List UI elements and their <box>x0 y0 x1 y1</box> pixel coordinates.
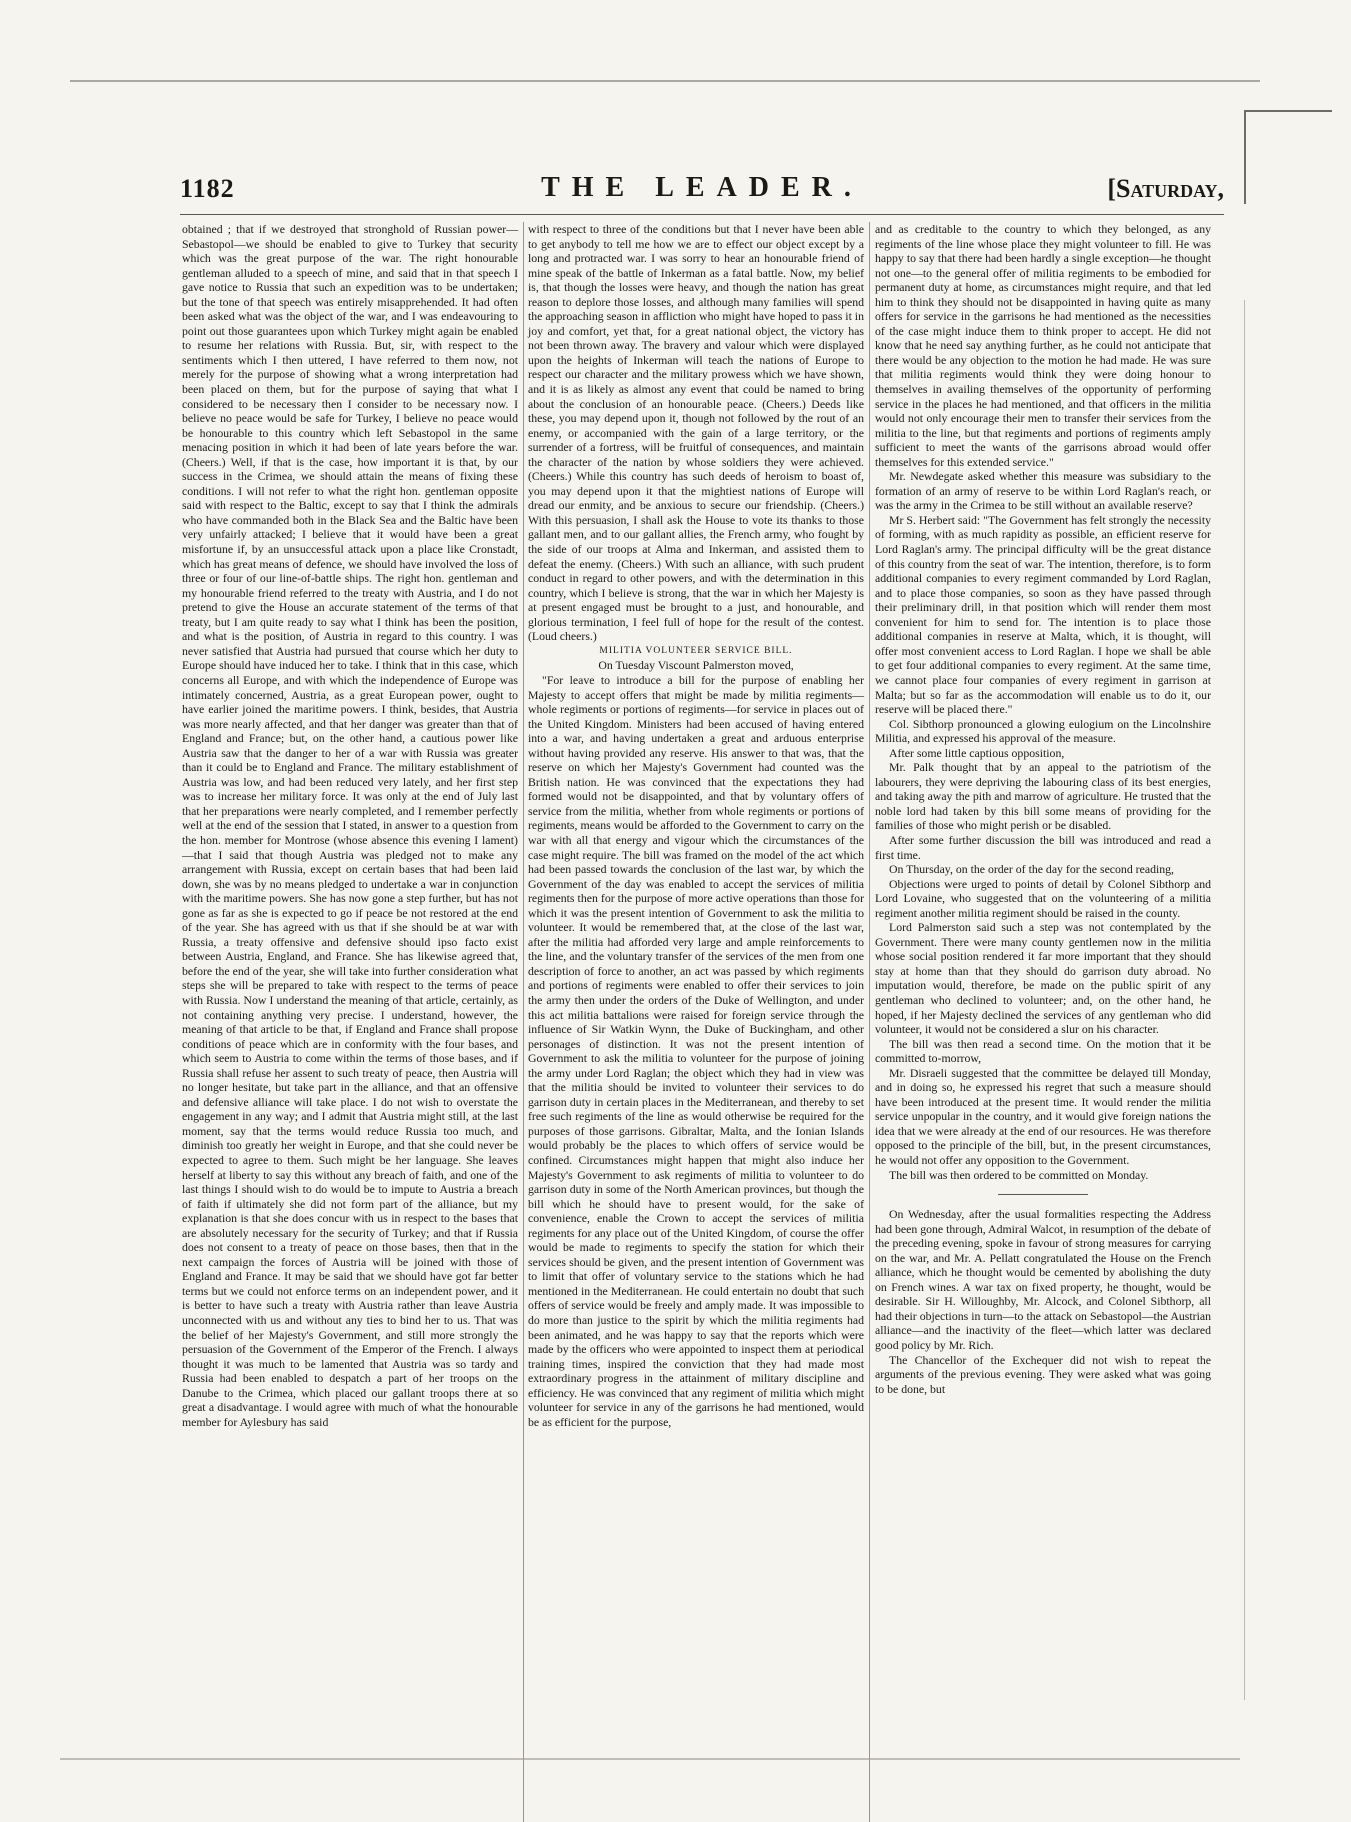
header-rule <box>180 214 1224 215</box>
section-subheading: On Tuesday Viscount Palmerston moved, <box>598 658 794 673</box>
paragraph: Lord Palmerston said such a step was not contemplated by the Government. There were many county gentlemen now in the militia whose social position rendered it far more important that they should stay at home than that they should do garrison duty abroad. No imputation would, therefore, be made on the public spirit of any gentleman who declined to volunteer; and, on the other hand, he hoped, if her Majesty declined the services of any gentleman who did volunteer, it would not be considered a slur on his character. <box>875 920 1211 1037</box>
page-corner-mark <box>1244 110 1332 204</box>
section-separator <box>998 1194 1088 1195</box>
page-number: 1182 <box>180 174 235 203</box>
paragraph: After some further discussion the bill was introduced and read a first time. <box>875 832 1211 862</box>
paragraph: with respect to three of the conditions but that I never have been able to get anybody to tell me how we are to effect our object except by a long and protracted war. I was sorry to hear an honourable friend of mine speak of the battle of Inkerman as a fatal battle. Now, my belief is, that though the losses were heavy, and though the nation has great reason to deplore those losses, and although many families will spend the approaching season in affliction who might have hoped to pass it in joy and comfort, yet that, for a great national object, the victory has not been thrown away. The bravery and valour which were displayed upon the heights of Inkerman will teach the nations of Europe to respect our character and the military prowess which we have shown, and it is as likely as almost any event that could be named to bring about the conclusion of an honourable peace. (Cheers.) Deeds like these, you may depend upon it, though not followed by the rout of an enemy, or accompanied with the gain of a large territory, or the surrender of a fortress, will be fruitful of consequences, and maintain the character of the nation by whose soldiers they were achieved. (Cheers.) While this country has such deeds of heroism to boast of, you may depend upon it that the mightiest nations of Europe will dread our enmity, and be anxious to secure our friendship. (Cheers.) With this persuasion, I shall ask the House to vote its thanks to those gallant men, and to our gallant allies, the French army, who fought by the side of our troops at Alma and Inkerman, and assisted them to defeat the enemy. (Cheers.) With such an alliance, with such prudent conduct in regard to other powers, and with the determination in this country, which I believe is strong, that the war in which her Majesty is at present engaged must be brought to a just, and honourable, and glorious termination, I feel full of hope for the result of the contest. (Loud cheers.) <box>528 222 864 644</box>
paragraph: "For leave to introduce a bill for the purpose of enabling her Majesty to accept offers that might be made by militia regiments—whole regiments or portions of regiments—for service in places out of the United Kingdom. Ministers had been accused of having entered into a war, and having undertaken a great and arduous enterprise without having provided any reserve. His answer to that was, that the reserve on which her Majesty's Government had counted was the British nation. He was convinced that the expectations they had formed would not be disappointed, and that by voluntary offers of service from the militia, whether from whole regiments or portions of regiments, means would be afforded to the Government to carry on the war with all that energy and vigour which the circumstances of the case might require. The bill was framed on the model of the act which had been passed towards the conclusion of the last war, by which the Government of the day was enabled to accept the services of militia regiments then for the purpose of more active operations than those for which it was the present intention of Government to ask the militia to volunteer. It would be remembered that, at the close of the last war, after the militia had afforded very large and ample reinforcements to the line, and the voluntary transfer of the services of the men from one description of force to another, an act was passed by which regiments and portions of regiments were enabled to offer their services to join the army then under the orders of the Duke of Wellington, and under this act militia battalions were raised for foreign service through the influence of Sir Watkin Wynn, the Duke of Buckingham, and other personages of distinction. It was not the present intention of Government to ask the militia to volunteer for the purpose of joining the army under Lord Raglan; the object which they had in view was that the militia should be invited to volunteer their services to do garrison duty in certain places in the Mediterranean, and thereby to set free such regiments of the line as would otherwise be required for the purposes of those garrisons. Gibraltar, Malta, and the Ionian Islands would probably be the places to which offers of service would be confined. Circumstances might happen that might also induce her Majesty's Government to ask regiments of militia to volunteer to do garrison duty in some of the North American provinces, but though the bill which he should have to present would, for the sake of convenience, enable the Crown to accept the services of militia regiments for any place out of the United Kingdom, of course the offer would be made to regiments to specify the station for which their services should be given, and the present intention of Government was to limit that offer of voluntary service to the stations which he had mentioned in the Mediterranean. He could entertain no doubt that such offers of service would be freely and amply made. It was impossible to do more than justice to the spirit by which the militia regiments had been animated, and he was happy to say that the reports which were made by the officers who were appointed to inspect them at periodical training times, inspired the conviction that they had made most extraordinary progress in the attainment of military discipline and efficiency. He was convinced that any regiment of militia which might volunteer for service in any of the garrisons he had mentioned, would be as efficient for the purpose, <box>528 672 864 1429</box>
paragraph: Mr. Palk thought that by an appeal to the patriotism of the labourers, they were depriving the labouring class of its best energies, and taking away the pith and marrow of agriculture. He trusted that the noble lord had taken by this bill some means of providing for the families of those who might perish or be disabled. <box>875 760 1211 833</box>
paragraph: Mr S. Herbert said: "The Government has felt strongly the necessity of forming, with as much rapidity as possible, an efficient reserve for Lord Raglan's army. The principal difficulty will be the great distance of this country from the seat of war. The intention, therefore, is to form additional companies to every regiment commanded by Lord Raglan, and to place those companies, so soon as they have passed through their preliminary drill, in that position which will render them most convenient for him to send for. The intention is to place those additional companies in reserve at Malta, which, it is thought, will offer most convenient access to Lord Raglan. I hope we shall be able to get four additional companies to every regiment. At the same time, we cannot place four companies of every regiment in garrison at Malta; but so far as the accommodation will enable us to do it, our reserve will be placed there." <box>875 512 1211 717</box>
masthead-title: THE LEADER. <box>541 172 863 203</box>
paragraph: Col. Sibthorp pronounced a glowing eulogium on the Lincolnshire Militia, and expressed his approval of the measure. <box>875 716 1211 746</box>
scan-artifact-top <box>70 80 1260 82</box>
scan-artifact-bottom <box>60 1758 1240 1760</box>
section-heading: MILITIA VOLUNTEER SERVICE BILL. <box>599 645 793 656</box>
paragraph: On Thursday, on the order of the day for the second reading, <box>889 862 1175 877</box>
paragraph: Mr. Newdegate asked whether this measure was subsidiary to the formation of an army of reserve to be within Lord Raglan's reach, or was the army in the Crimea to be still without an available reserve? <box>875 469 1211 513</box>
paragraph: and as creditable to the country to which they belonged, as any regiments of the line whose place they might volunteer to fill. He was happy to say that there had been hardly a single exception—he thought not one—to the general offer of militia regiments to be embodied for permanent duty at home, as circumstances might require, and that led him to think they should not be disappointed in having quite as many offers for service in the garrisons he had mentioned as the necessities of the case might induce them to think proper to accept. He did not know that he need say anything further, as he could not anticipate that there would be any objection to the motion he had made. He was sure that militia regiments would think they were doing honour to themselves in availing themselves of the opportunity of performing service in the places he had mentioned, and that officers in the militia would not only encourage their men to transfer their services from the militia to the line, but that regiments and portions of regiments amply sufficient to meet the wants of the garrisons abroad would offer themselves for this extended service." <box>875 222 1211 469</box>
paragraph: Objections were urged to points of detail by Colonel Sibthorp and Lord Lovaine, who suggested that on the volunteering of a militia regiment another militia regiment should be raised in the county. <box>875 876 1211 920</box>
paragraph: On Wednesday, after the usual formalities respecting the Address had been gone through, Admiral Walcot, in resumption of the debate of the preceding evening, spoke in favour of strong measures for carrying on the war, and Mr. A. Pellatt congratulated the House on the French alliance, which he thought would be cemented by abolishing the duty on French wines. A war tax on fixed property, he thought, would be desirable. Sir H. Willoughby, Mr. Alcock, and Colonel Sibthorp, all had their objections in turn—to the attack on Sebastopol—the Austrian alliance—and the inactivity of the fleet—which latter was declared good policy by Mr. Rich. <box>875 1207 1211 1353</box>
page-header <box>180 168 1224 212</box>
paragraph: Mr. Disraeli suggested that the committee be delayed till Monday, and in doing so, he expressed his regret that such a measure should have been introduced at the present time. It would render the militia service unpopular in the country, and it would give foreign nations the idea that we were already at the end of our resources. He was therefore opposed to the principle of the bill, but, in the present circumstances, he would not offer any opposition to the Government. <box>875 1065 1211 1167</box>
column-2 <box>528 222 864 1429</box>
page-edge-line <box>1244 300 1245 1700</box>
paragraph: The Chancellor of the Exchequer did not wish to repeat the arguments of the previous evening. They were asked what was going to be done, but <box>875 1352 1211 1396</box>
column-divider-1 <box>523 222 524 1822</box>
column-1 <box>182 222 518 1429</box>
paragraph: obtained ; that if we destroyed that stronghold of Russian power—Sebastopol—we should be enabled to give to Turkey that security which was the great purpose of the war. The right honourable gentleman alluded to a speech of mine, and said that in that speech I gave notice to Russia that such an expedition was to be undertaken; but the tone of that speech was entirely misapprehended. It had often been asked what was the object of the war, and I was endeavouring to point out those guarantees upon which Turkey might again be enabled to resume her relations with Russia. But, sir, with respect to the sentiments which I then uttered, I have referred to them now, not merely for the purpose of showing what a wrong interpretation had been placed on them, but for the purpose of saying that what I considered to be necessary then I consider to be necessary now. I believe no peace would be safe for Turkey, I believe no peace would be honourable to this country which left Sebastopol in the same menacing position in which it had been of late years before the war. (Cheers.) Well, if that is the case, how important it is that, by our success in the Crimea, we should attain the means of fixing these conditions. I will not refer to what the right hon. gentleman opposite said with respect to the Baltic, except to say that I think the admirals who have commanded both in the Black Sea and the Baltic have been very unfairly attacked; I believe that it would have been a great misfortune if, by an unsuccessful attack upon a place like Cronstadt, which has great means of defence, we should have involved the loss of three or four of our line-of-battle ships. The right hon. gentleman and my honourable friend referred to the treaty with Austria, and I do not pretend to give the House an accurate statement of the terms of that treaty, but I am quite ready to say what I think has been the position, and what is the position, of Austria in regard to this country. I was never satisfied that Austria had pursued that course which her duty to Europe should have induced her to take. I think that in this case, which concerns all Europe, and with which the independence of Europe was intimately concerned, Austria, as a great European power, ought to have earlier joined the maritime powers. I think, besides, that Austria was more nearly affected, and that her danger was greater than that of England and France; but, on the other hand, a cautious power like Austria saw that the danger to her of a war with Russia was greater than it could be to England and France. The military establishment of Austria was low, and had been reduced very lately, and her first step was to increase her military force. It was only at the end of July last that her preparations were nearly completed, and I remember perfectly well at the end of the session that I stated, in answer to a question from the hon. member for Montrose (whose absence this evening I lament)—that I said that though Austria was pledged not to make any arrangement with Russia, except on certain bases that had been laid down, she was by no means pledged to undertake a war in conjunction with the maritime powers. She has now gone a step further, but has not gone as far as she is expected to go if peace be not restored at the end of the year. She has agreed with us that if she should be at war with Russia, a treaty offensive and defensive should ipso facto exist between Austria, England, and France. She has likewise agreed that, before the end of the year, she will take into further consideration what steps she will be prepared to take with respect to the terms of peace with Russia. Now I understand the meaning of that article, certainly, as not containing anything very precise. I understand, however, the meaning of that article to be that, if England and France shall propose conditions of peace which are in conformity with the four bases, and which seem to Austria to come within the terms of those bases, and if Russia shall refuse her assent to such treaty of peace, then Austria will no longer hesitate, but take part in the alliance, and that an offensive and defensive alliance will take place. I do not wish to overstate the engagement in any way; and I admit that Austria might still, at the last moment, say that the terms would reduce Russia too much, and diminish too greatly her weight in Europe, and that she could never be expected to agree to them. Such might be her language. She leaves herself at liberty to say this without any breach of faith, and one of the last things I should wish to do would be to impute to Austria a breach of faith if ultimately she did not form part of the alliance, but my explanation is that she does concur with us in respect to the bases that are absolutely necessary for the security of Turkey; and that if Russia does not consent to a treaty of peace on those bases, then that in the next campaign the forces of Austria will be joined with those of England and France. It may be said that we should have got far better terms but we could not enforce terms on an independent power, and it is better to have such a treaty with Austria rather than leave Austria unconnected with us and without any ties to bind her to us. That was the belief of her Majesty's Government, and still more strongly the persuasion of the Government of the Emperor of the French. I always thought it was much to be lamented that Austria was so tardy and Russia had been enabled to despatch a part of her troops on the Danube to the Crimea, which placed our gallant troops there at so great a disadvantage. I would agree with much of what the honourable member for Aylesbury has said <box>182 222 518 1429</box>
paragraph: The bill was then ordered to be committed on Monday. <box>889 1167 1149 1182</box>
header-day: [Saturday, <box>1107 174 1224 203</box>
paragraph: The bill was then read a second time. On the motion that it be committed to-morrow, <box>875 1036 1211 1066</box>
column-divider-2 <box>869 222 870 1822</box>
paragraph: After some little captious opposition, <box>889 745 1065 760</box>
column-3 <box>875 222 1211 1396</box>
